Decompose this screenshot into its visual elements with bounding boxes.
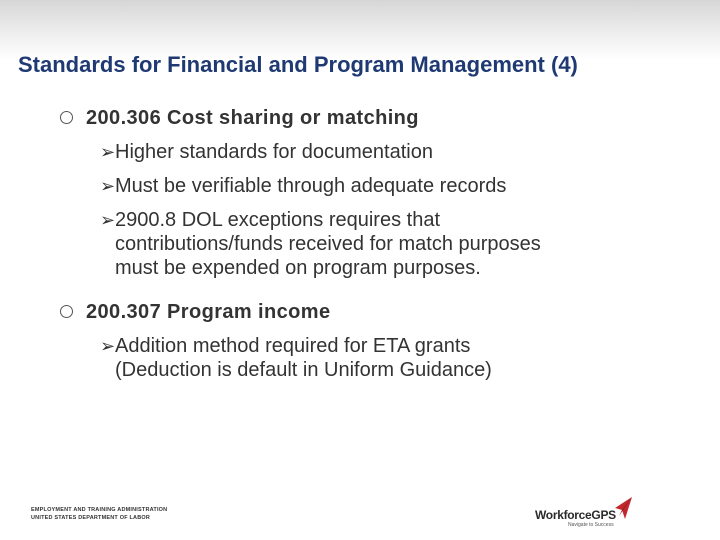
arrow-bullet-icon: ➢: [100, 210, 116, 230]
logo-wordmark: WorkforceGPS: [535, 508, 616, 522]
circle-bullet-icon: [60, 111, 73, 124]
sub-bullet-verifiable: [100, 174, 660, 198]
sub-bullet-line: (Deduction is default in Uniform Guidance): [115, 359, 492, 381]
slide-title: Standards for Financial and Program Management (4): [18, 52, 578, 77]
sub-bullet-addition-method: [100, 334, 660, 382]
logo-tagline: Navigate to Success: [568, 522, 614, 528]
bullet-text: 200.306 Cost sharing or matching: [86, 107, 419, 129]
sub-bullet-line: Addition method required for ETA grants: [115, 335, 471, 357]
sub-bullet-text: Must be verifiable through adequate records: [115, 175, 507, 197]
department-line: UNITED STATES DEPARTMENT OF LABOR: [31, 515, 151, 521]
workforcegps-logo: [535, 496, 635, 532]
sub-bullet-text: Higher standards for documentation: [115, 141, 433, 163]
bullet-list: [60, 106, 660, 382]
arrow-bullet-icon: ➢: [100, 176, 116, 196]
bullet-cost-sharing: [60, 106, 660, 130]
header-gradient: [0, 0, 720, 60]
eta-dol-footer: [31, 506, 167, 522]
agency-line: EMPLOYMENT AND TRAINING ADMINISTRATION: [31, 507, 168, 513]
sub-bullet-line: must be expended on program purposes.: [115, 257, 481, 279]
arrow-bullet-icon: ➢: [100, 142, 116, 162]
sub-bullet-documentation: [100, 140, 660, 164]
sub-bullet-line: 2900.8 DOL exceptions requires that: [115, 209, 441, 231]
sub-bullet-line: contributions/funds received for match purposes: [115, 233, 541, 255]
bullet-program-income: [60, 300, 660, 324]
paper-plane-icon: [613, 496, 633, 520]
circle-bullet-icon: [60, 305, 73, 318]
bullet-text: 200.307 Program income: [86, 301, 331, 323]
sub-bullet-dol-exceptions: [100, 208, 660, 280]
arrow-bullet-icon: ➢: [100, 336, 116, 356]
